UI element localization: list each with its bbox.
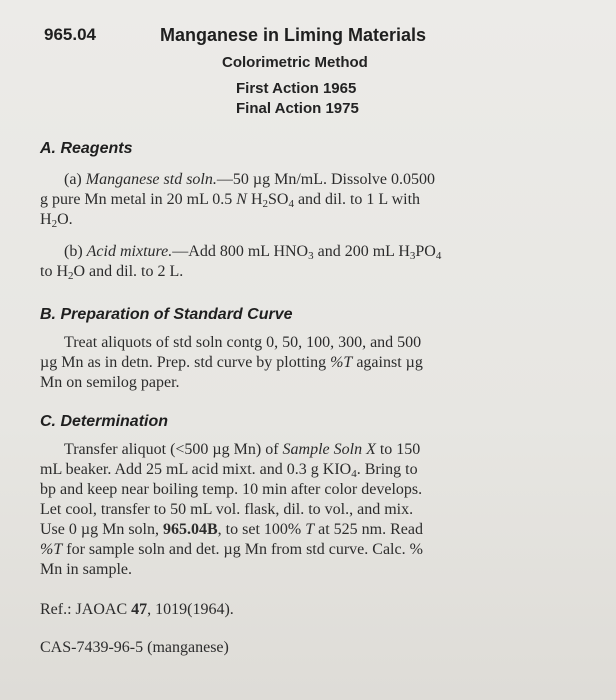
standard-curve-paragraph (40, 333, 580, 393)
determination-line-4: Let cool, transfer to 50 mL vol. flask, dil. to vol., and mix. (40, 501, 414, 518)
method-type: Colorimetric Method (222, 54, 368, 71)
method-number: 965.04 (44, 25, 96, 44)
determination-line-1: Transfer aliquot (<500 µg Mn) of Sample Soln X to 150 (64, 441, 421, 458)
determination-line-6: %T for sample soln and det. µg Mn from std curve. Calc. % (40, 541, 423, 558)
reagent-a-name: Manganese std soln. (85, 171, 217, 188)
determination-line-2: mL beaker. Add 25 mL acid mixt. and 0.3 g $KIO_4$. Bring to (40, 461, 418, 480)
determination-line-7: Mn in sample. (40, 561, 132, 578)
reagent-a-line-2: g pure Mn metal in 20 mL 0.5 N $H_2SO_4$ and dil. to 1 L with (40, 191, 421, 210)
first-action: First Action 1965 (236, 80, 357, 97)
section-c-heading: C. Determination (40, 413, 169, 430)
method-title: Manganese in Liming Materials (160, 25, 427, 45)
determination-line-5: Use 0 µg Mn soln, 965.04B, to set 100% T at 525 nm. Read (40, 521, 423, 538)
reagent-b-paragraph (40, 242, 580, 282)
reagent-a-line-1: (a) Manganese std soln.—50 µg Mn/mL. Dissolve 0.0500 (64, 171, 435, 188)
standard-curve-line-2: µg Mn as in detn. Prep. std curve by plotting %T against µg (40, 354, 423, 371)
reagent-a-line-3: $H_2O$. (40, 211, 73, 230)
section-b-heading: B. Preparation of Standard Curve (40, 306, 293, 323)
determination-line-3: bp and keep near boiling temp. 10 min after color develops. (40, 481, 423, 498)
reagent-b-line-2: to $H_2O$ and dil. to 2 L. (40, 263, 184, 282)
reagent-b-line-1: (b) Acid mixture.—Add 800 mL $HNO_3$ and 200 mL $H_3PO_4$ (64, 243, 442, 262)
section-a-heading: A. Reagents (40, 140, 133, 157)
reagent-a-paragraph (40, 170, 580, 230)
reference-citation: Ref.: JAOAC 47, 1019(1964). (40, 601, 234, 618)
determination-paragraph (40, 440, 580, 580)
reagent-b-name: Acid mixture. (86, 243, 173, 260)
final-action: Final Action 1975 (236, 100, 359, 117)
standard-curve-line-3: Mn on semilog paper. (40, 374, 180, 391)
cas-number: CAS-7439-96-5 (manganese) (40, 639, 229, 656)
standard-curve-line-1: Treat aliquots of std soln contg 0, 50, 100, 300, and 500 (64, 334, 422, 351)
